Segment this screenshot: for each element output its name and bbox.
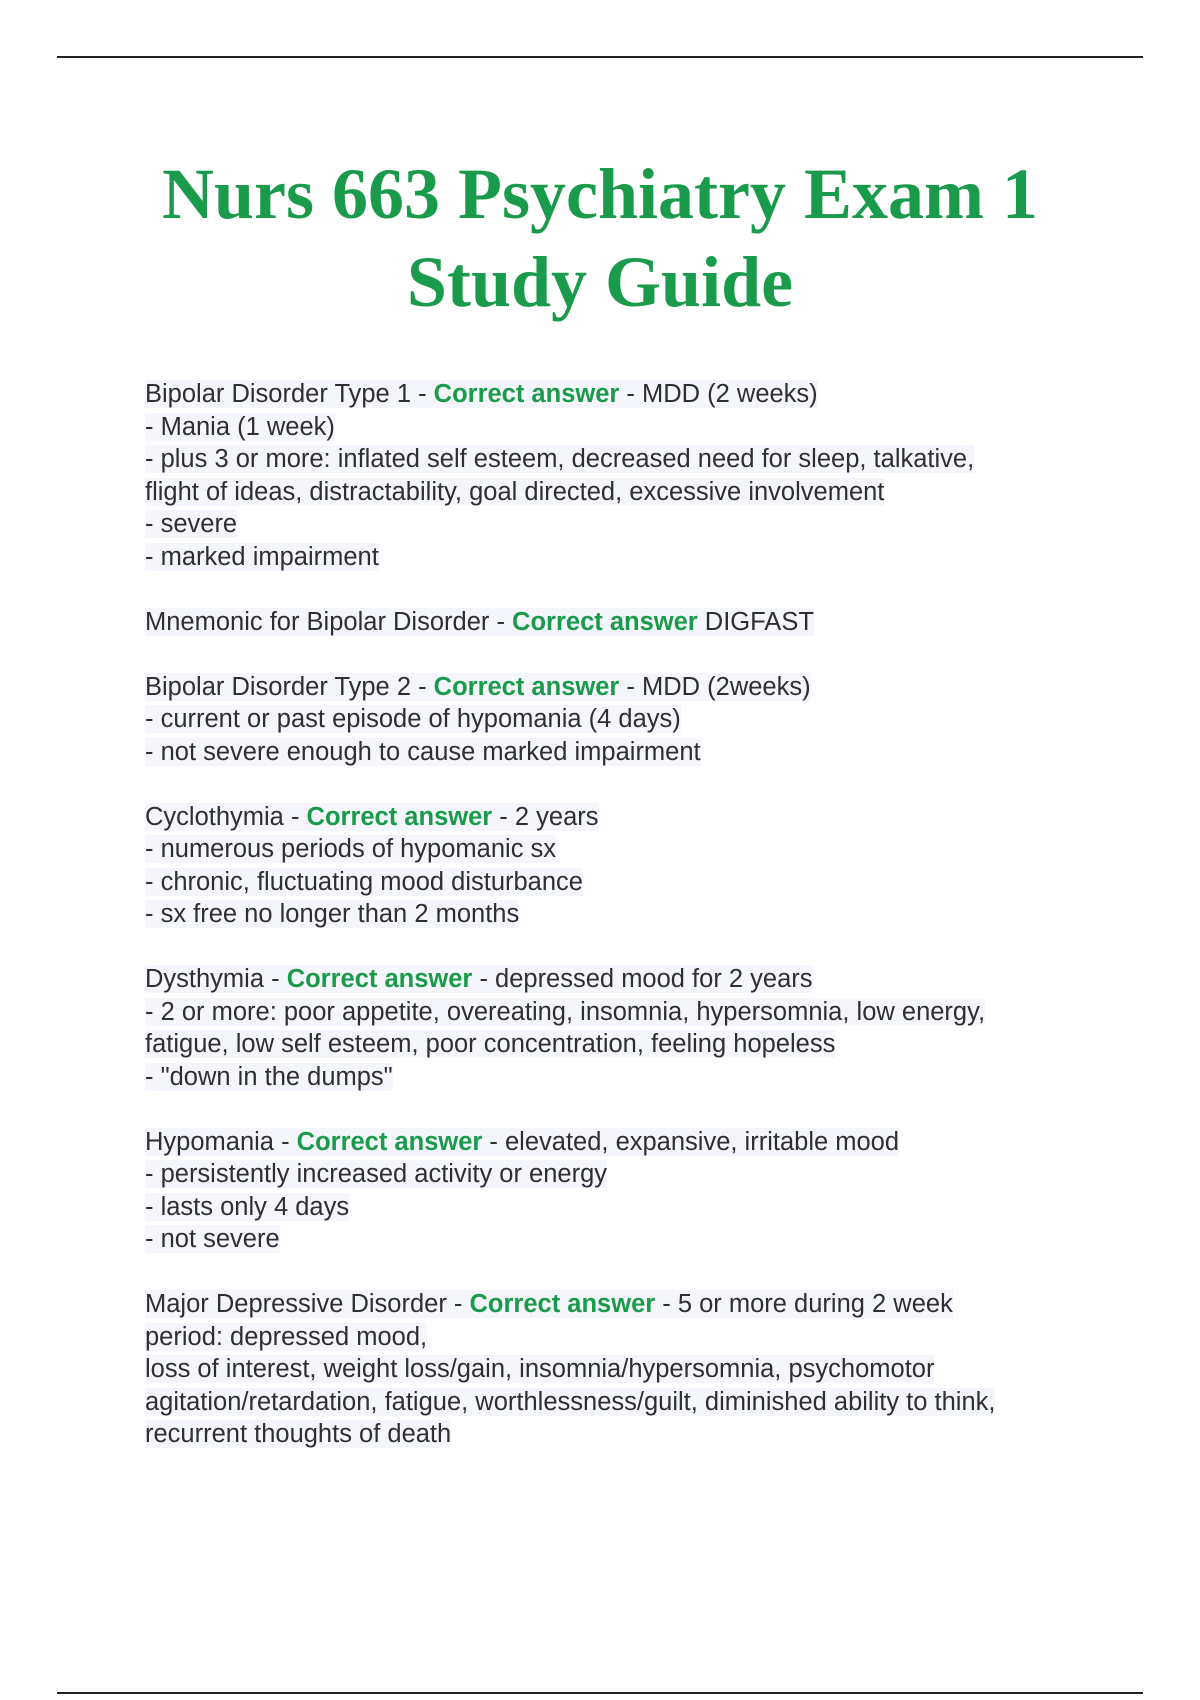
entry-heading-line <box>145 671 1105 704</box>
entry-detail-line <box>145 736 1105 769</box>
entry-detail-text: - persistently increased activity or energy <box>145 1160 608 1188</box>
entry-answer: - 5 or more during 2 week <box>655 1290 953 1318</box>
flashcard-entry <box>145 671 1105 769</box>
entry-detail-line <box>145 476 1105 509</box>
entry-detail-line <box>145 1061 1105 1094</box>
entry-heading <box>145 965 813 993</box>
entry-detail-line <box>145 1223 1105 1256</box>
entry-detail-line <box>145 1191 1105 1224</box>
entry-detail-line <box>145 833 1105 866</box>
entry-detail-line <box>145 1386 1105 1419</box>
entry-detail-text: - chronic, fluctuating mood disturbance <box>145 867 583 896</box>
entry-term: Cyclothymia - <box>145 802 307 831</box>
entry-detail-text: recurrent thoughts of death <box>145 1420 452 1448</box>
entry-detail-line <box>145 1321 1105 1354</box>
entry-heading <box>145 1128 899 1156</box>
entry-heading-line <box>145 1288 1105 1321</box>
entry-detail-line <box>145 1418 1105 1451</box>
correct-answer-label: Correct answer <box>433 380 620 408</box>
entry-heading-line <box>145 801 1105 834</box>
entry-detail-text: - lasts only 4 days <box>145 1192 350 1221</box>
flashcard-entry <box>145 1288 1105 1451</box>
entry-heading <box>145 608 814 636</box>
entry-term: Bipolar Disorder Type 1 - <box>145 380 434 408</box>
entry-detail-text: - "down in the dumps" <box>145 1062 393 1091</box>
entry-detail-line <box>145 996 1105 1029</box>
entry-detail-line <box>145 866 1105 899</box>
entry-detail-line <box>145 541 1105 574</box>
entry-term: Hypomania - <box>145 1127 297 1156</box>
entry-answer: - MDD (2 weeks) <box>619 380 818 408</box>
entry-detail-text: - Mania (1 week) <box>145 412 335 441</box>
page-title <box>0 150 1200 326</box>
entry-answer: - elevated, expansive, irritable mood <box>482 1127 900 1156</box>
entry-answer: - MDD (2weeks) <box>619 672 811 701</box>
entry-term: Dysthymia - <box>145 965 287 993</box>
entry-detail-line <box>145 508 1105 541</box>
entry-detail-text: - marked impairment <box>145 542 379 571</box>
entry-detail-line <box>145 1353 1105 1386</box>
correct-answer-label: Correct answer <box>512 607 698 636</box>
entry-term: Mnemonic for Bipolar Disorder - <box>145 607 513 636</box>
title-line: Nurs 663 Psychiatry Exam 1 <box>162 154 1038 234</box>
top-rule <box>57 56 1143 58</box>
entry-detail-text: - current or past episode of hypomania (4 days) <box>145 705 681 733</box>
entry-detail-text: loss of interest, weight loss/gain, insomnia/hypersomnia, psychomotor <box>145 1355 935 1383</box>
entry-detail-text: - numerous periods of hypomanic sx <box>145 835 557 863</box>
entry-heading <box>145 1290 953 1318</box>
flashcard-list <box>145 378 1105 1483</box>
entry-detail-line <box>145 411 1105 444</box>
correct-answer-label: Correct answer <box>433 672 620 701</box>
entry-detail-line <box>145 703 1105 736</box>
entry-heading <box>145 673 811 701</box>
flashcard-entry <box>145 801 1105 931</box>
entry-detail-text: fatigue, low self esteem, poor concentration, feeling hopeless <box>145 1030 836 1058</box>
entry-heading-line <box>145 378 1105 411</box>
title-line: Study Guide <box>406 242 794 322</box>
entry-heading-line <box>145 606 1105 639</box>
entry-detail-line <box>145 1028 1105 1061</box>
flashcard-entry <box>145 606 1105 639</box>
entry-detail-text: period: depressed mood, <box>145 1322 428 1351</box>
entry-heading <box>145 380 818 408</box>
flashcard-entry <box>145 1126 1105 1256</box>
correct-answer-label: Correct answer <box>306 802 493 831</box>
entry-detail-text: - 2 or more: poor appetite, overeating, insomnia, hypersomnia, low energy, <box>145 997 986 1026</box>
entry-heading <box>145 803 599 831</box>
correct-answer-label: Correct answer <box>286 965 473 993</box>
bottom-rule <box>57 1692 1143 1694</box>
entry-detail-text: agitation/retardation, fatigue, worthlessness/guilt, diminished ability to think, <box>145 1387 996 1416</box>
entry-term: Major Depressive Disorder - <box>145 1290 470 1318</box>
entry-answer: DIGFAST <box>697 607 814 636</box>
entry-detail-text: - sx free no longer than 2 months <box>145 900 520 928</box>
correct-answer-label: Correct answer <box>296 1127 483 1156</box>
entry-detail-line <box>145 1158 1105 1191</box>
flashcard-entry <box>145 963 1105 1093</box>
entry-detail-text: - plus 3 or more: inflated self esteem, decreased need for sleep, talkative, <box>145 445 975 473</box>
entry-heading-line <box>145 963 1105 996</box>
entry-detail-text: - not severe enough to cause marked impairment <box>145 737 701 766</box>
entry-term: Bipolar Disorder Type 2 - <box>145 672 434 701</box>
entry-detail-line <box>145 898 1105 931</box>
entry-detail-text: flight of ideas, distractability, goal directed, excessive involvement <box>145 477 885 506</box>
entry-answer: - depressed mood for 2 years <box>472 965 813 993</box>
entry-detail-line <box>145 443 1105 476</box>
flashcard-entry <box>145 378 1105 573</box>
entry-answer: - 2 years <box>492 802 599 831</box>
correct-answer-label: Correct answer <box>469 1290 656 1318</box>
entry-heading-line <box>145 1126 1105 1159</box>
entry-detail-text: - not severe <box>145 1225 280 1253</box>
entry-detail-text: - severe <box>145 510 238 538</box>
